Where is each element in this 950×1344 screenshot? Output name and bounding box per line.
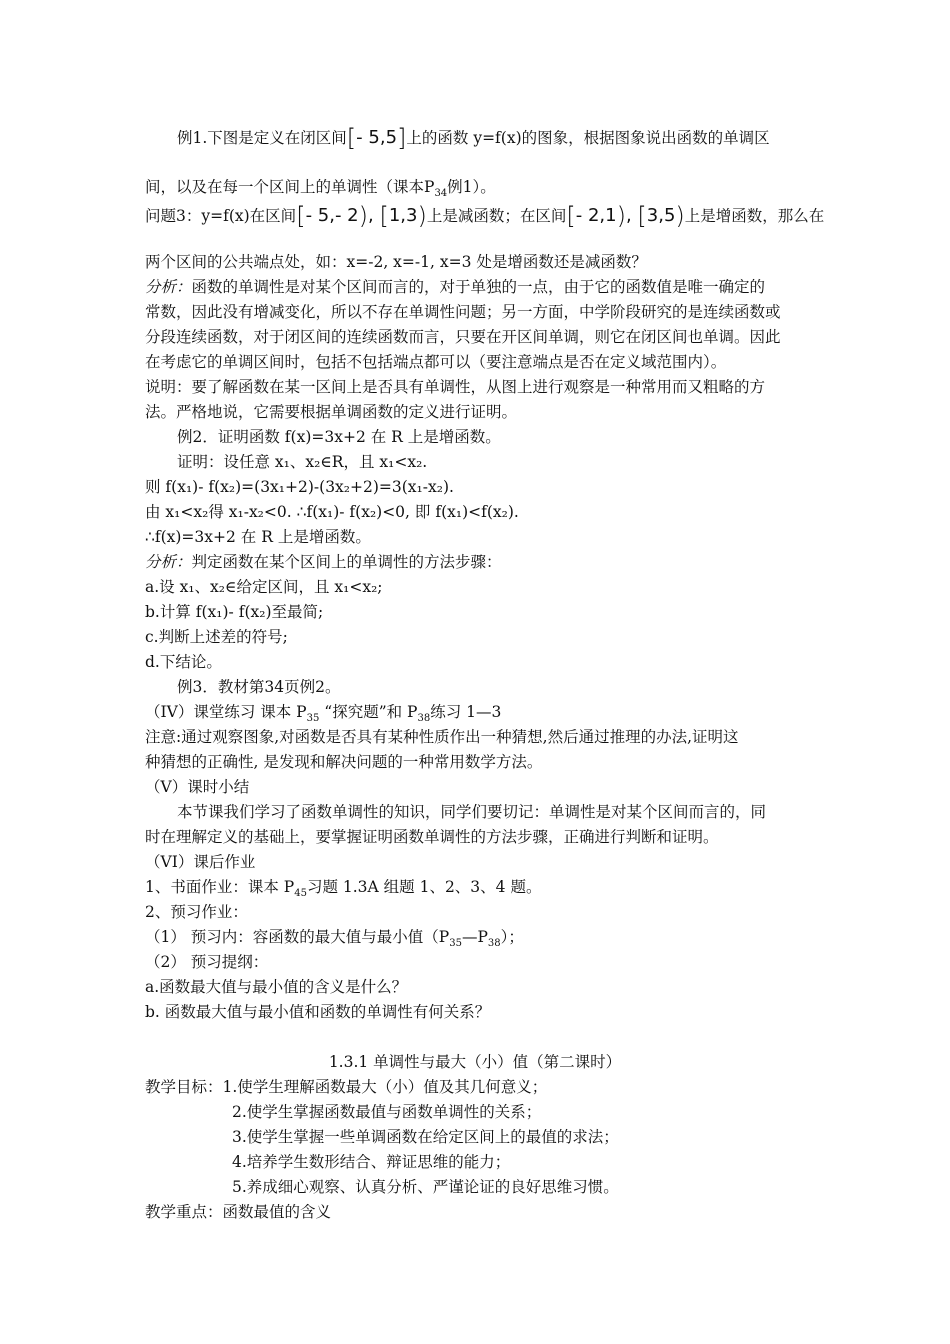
section-title: 1.3.1 单调性与最大（小）值（第二课时） [328, 1053, 622, 1071]
step-d: d.下结论。 [145, 653, 222, 671]
example-3: 例3．教材第34页例2。 [177, 678, 341, 696]
question-3-line-2: 两个区间的公共端点处，如：x=-2, x=-1, x=3 处是增函数还是减函数？ [145, 253, 647, 271]
homework-1: 1、书面作业：课本 $P_{45}$习题 1.3A 组题 1、2、3、4 题。 [145, 878, 542, 900]
analysis-1-line-3: 分段连续函数，对于闭区间的连续函数而言，只要在开区间单调，则它在闭区间也单调。因此 [145, 328, 781, 346]
example-2-conclusion: ∴f(x)=3x+2 在 R 上是增函数。 [145, 528, 371, 546]
goal-2: 2.使学生掌握函数最值与函数单调性的关系； [232, 1103, 542, 1121]
step-a: a.设 x₁、x₂∈给定区间，且 x₁<x₂; [145, 578, 383, 596]
interval-2: [1,3) [379, 202, 427, 230]
summary-line-2: 时在理解定义的基础上，要掌握证明函数单调性的方法步骤，正确进行判断和证明。 [145, 828, 719, 846]
preview-question-a: a.函数最大值与最小值的含义是什么？ [145, 978, 408, 996]
section-vi-title: （VI）课后作业 [145, 853, 256, 871]
section-iv-practice: （IV）课堂练习 课本 $P_{35}$ “探究题”和 $P_{38}$练习 1—3 [145, 703, 502, 725]
step-b: b.计算 f(x₁)- f(x₂)至最简; [145, 603, 324, 621]
goal-5: 5.养成细心观察、认真分析、严谨论证的良好思维习惯。 [232, 1178, 619, 1196]
example-1-line-2: 间，以及在每一个区间上的单调性（课本$P_{34}$例1）。 [145, 178, 496, 200]
teaching-focus: 教学重点：函数最值的含义 [145, 1203, 332, 1221]
goal-3: 3.使学生掌握一些单调函数在给定区间上的最值的求法； [232, 1128, 619, 1146]
example-1-line-1: 例1.下图是定义在闭区间[- 5,5]上的函数 y=f(x)的图象，根据图象说出函数的单调区 [177, 124, 770, 152]
note-line-1: 说明：要了解函数在某一区间上是否具有单调性，从图上进行观察是一种常用而又粗略的方 [145, 378, 766, 396]
example-2-step-2: 由 x₁<x₂得 x₁-x₂<0. ∴f(x₁)- f(x₂)<0, 即 f(x₁)<f(x₂). [145, 503, 519, 521]
interval-1: [- 5,- 2) [296, 202, 368, 230]
attention-line-2: 种猜想的正确性, 是发现和解决问题的一种常用数学方法。 [145, 753, 543, 771]
goals-line-1: 教学目标：1.使学生理解函数最大（小）值及其几何意义； [145, 1078, 548, 1096]
analysis-1-line-4: 在考虑它的单调区间时，包括不包括端点都可以（要注意端点是否在定义域范围内）。 [145, 353, 727, 371]
analysis-1-line-1: 分析：函数的单调性是对某个区间而言的，对于单独的一点，由于它的函数值是唯一确定的 [145, 278, 766, 296]
closed-interval: [- 5,5] [346, 124, 407, 152]
attention-line-1: 注意:通过观察图象,对函数是否具有某种性质作出一种猜想,然后通过推理的办法,证明这 [145, 728, 739, 746]
interval-3: [- 2,1) [566, 202, 626, 230]
preview-1: （1） 预习内：容函数的最大值与最小值$(P_{35}—P_{38})$； [145, 928, 524, 950]
interval-4: [3,5) [637, 202, 685, 230]
homework-2: 2、预习作业： [145, 903, 248, 921]
section-v-title: （V）课时小结 [145, 778, 250, 796]
question-3-line-1: 问题3：y=f(x)在区间[- 5,- 2), [1,3)上是减函数；在区间[- 2,1), [3,5)上是增函数，那么在 [145, 202, 825, 230]
step-c: c.判断上述差的符号; [145, 628, 288, 646]
analysis-2-heading: 分析：判定函数在某个区间上的单调性的方法步骤： [145, 553, 502, 571]
preview-question-b: b. 函数最大值与最小值和函数的单调性有何关系？ [145, 1003, 491, 1021]
example-2-title: 例2．证明函数 f(x)=3x+2 在 R 上是增函数。 [177, 428, 501, 446]
preview-2: （2） 预习提纲： [145, 953, 269, 971]
example-2-step-1: 则 f(x₁)- f(x₂)=(3x₁+2)-(3x₂+2)=3(x₁-x₂). [145, 478, 454, 496]
summary-line-1: 本节课我们学习了函数单调性的知识，同学们要切记：单调性是对某个区间而言的，同 [177, 803, 767, 821]
example-2-proof: 证明：设任意 x₁、x₂∈R，且 x₁<x₂. [177, 453, 428, 471]
note-line-2: 法。严格地说，它需要根据单调函数的定义进行证明。 [145, 403, 518, 421]
analysis-1-line-2: 常数，因此没有增减变化，所以不存在单调性问题；另一方面，中学阶段研究的是连续函数或 [145, 303, 781, 321]
goal-4: 4.培养学生数形结合、辩证思维的能力； [232, 1153, 511, 1171]
